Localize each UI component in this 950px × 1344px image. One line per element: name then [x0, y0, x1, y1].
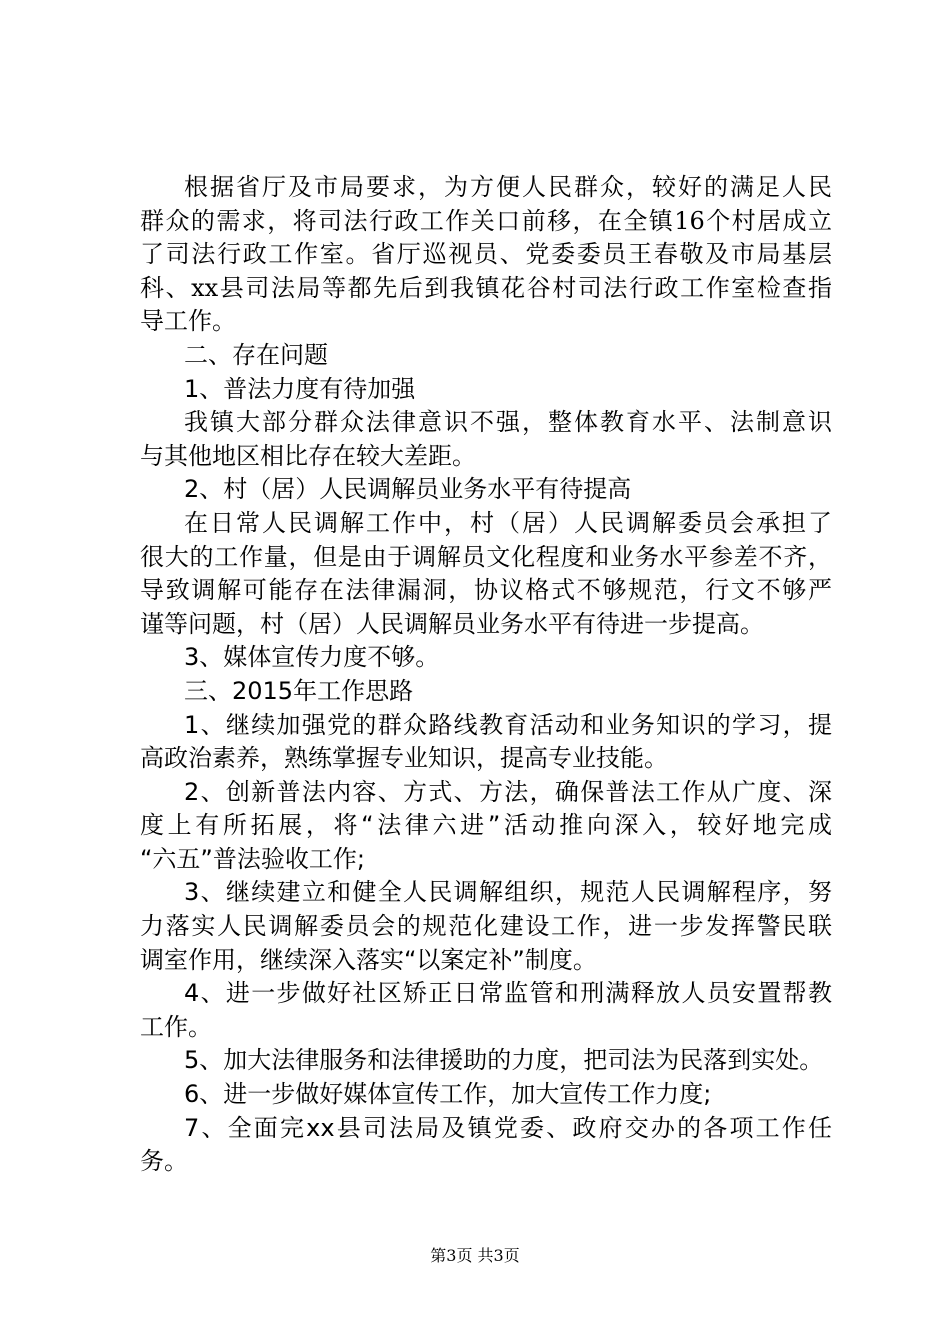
paragraph-line: 导工作。	[140, 307, 236, 336]
list-item-line: 1、继续加强党的群众路线教育活动和业务知识的学习，提	[184, 710, 832, 739]
list-item-line: 调室作用，继续深入落实“以案定补”制度。	[140, 945, 597, 974]
paragraph-line: 了司法行政工作室。省厅巡视员、党委委员王春敬及市局基层	[140, 240, 832, 269]
section-heading: 二、存在问题	[184, 340, 328, 369]
paragraph-line: 与其他地区相比存在较大差距。	[140, 441, 476, 470]
section-heading: 三、2015年工作思路	[184, 676, 414, 705]
paragraph-line: 群众的需求，将司法行政工作关口前移，在全镇16个村居成立	[140, 206, 832, 235]
document-body	[140, 171, 832, 1179]
list-item-line: 工作。	[140, 1012, 212, 1041]
subsection-heading: 3、媒体宣传力度不够。	[184, 643, 440, 672]
paragraph-line: 我镇大部分群众法律意识不强，整体教育水平、法制意识	[184, 408, 832, 437]
list-item-line: 7、全面完xx县司法局及镇党委、政府交办的各项工作任	[184, 1113, 832, 1142]
paragraph-line: 谨等问题，村（居）人民调解员业务水平有待进一步提高。	[140, 609, 764, 638]
list-item-line: 高政治素养，熟练掌握专业知识，提高专业技能。	[140, 744, 668, 773]
paragraph-line: 根据省厅及市局要求，为方便人民群众，较好的满足人民	[184, 173, 832, 201]
paragraph-line: 在日常人民调解工作中，村（居）人民调解委员会承担了	[184, 508, 832, 537]
page-number-footer: 第3页 共3页	[430, 1246, 520, 1265]
list-item-line: 5、加大法律服务和法律援助的力度，把司法为民落到实处。	[184, 1046, 824, 1075]
list-item-line: 力落实人民调解委员会的规范化建设工作，进一步发挥警民联	[140, 912, 832, 941]
subsection-heading: 2、村（居）人民调解员业务水平有待提高	[184, 475, 632, 504]
list-item-line: 务。	[140, 1147, 188, 1176]
list-item-line: 6、进一步做好媒体宣传工作，加大宣传工作力度;	[184, 1080, 712, 1109]
list-item-line: 2、创新普法内容、方式、方法，确保普法工作从广度、深	[184, 777, 832, 806]
list-item-line: 4、进一步做好社区矫正日常监管和刑满释放人员安置帮教	[184, 979, 832, 1008]
list-item-line: “六五”普法验收工作;	[140, 844, 365, 873]
paragraph-line: 很大的工作量，但是由于调解员文化程度和业务水平参差不齐，	[140, 542, 832, 571]
list-item-line: 度上有所拓展，将“法律六进”活动推向深入，较好地完成	[140, 811, 832, 840]
paragraph-line: 导致调解可能存在法律漏洞，协议格式不够规范，行文不够严	[140, 576, 832, 605]
subsection-heading: 1、普法力度有待加强	[184, 374, 416, 403]
paragraph-line: 科、xx县司法局等都先后到我镇花谷村司法行政工作室检查指	[140, 273, 832, 302]
list-item-line: 3、继续建立和健全人民调解组织，规范人民调解程序，努	[184, 878, 832, 907]
